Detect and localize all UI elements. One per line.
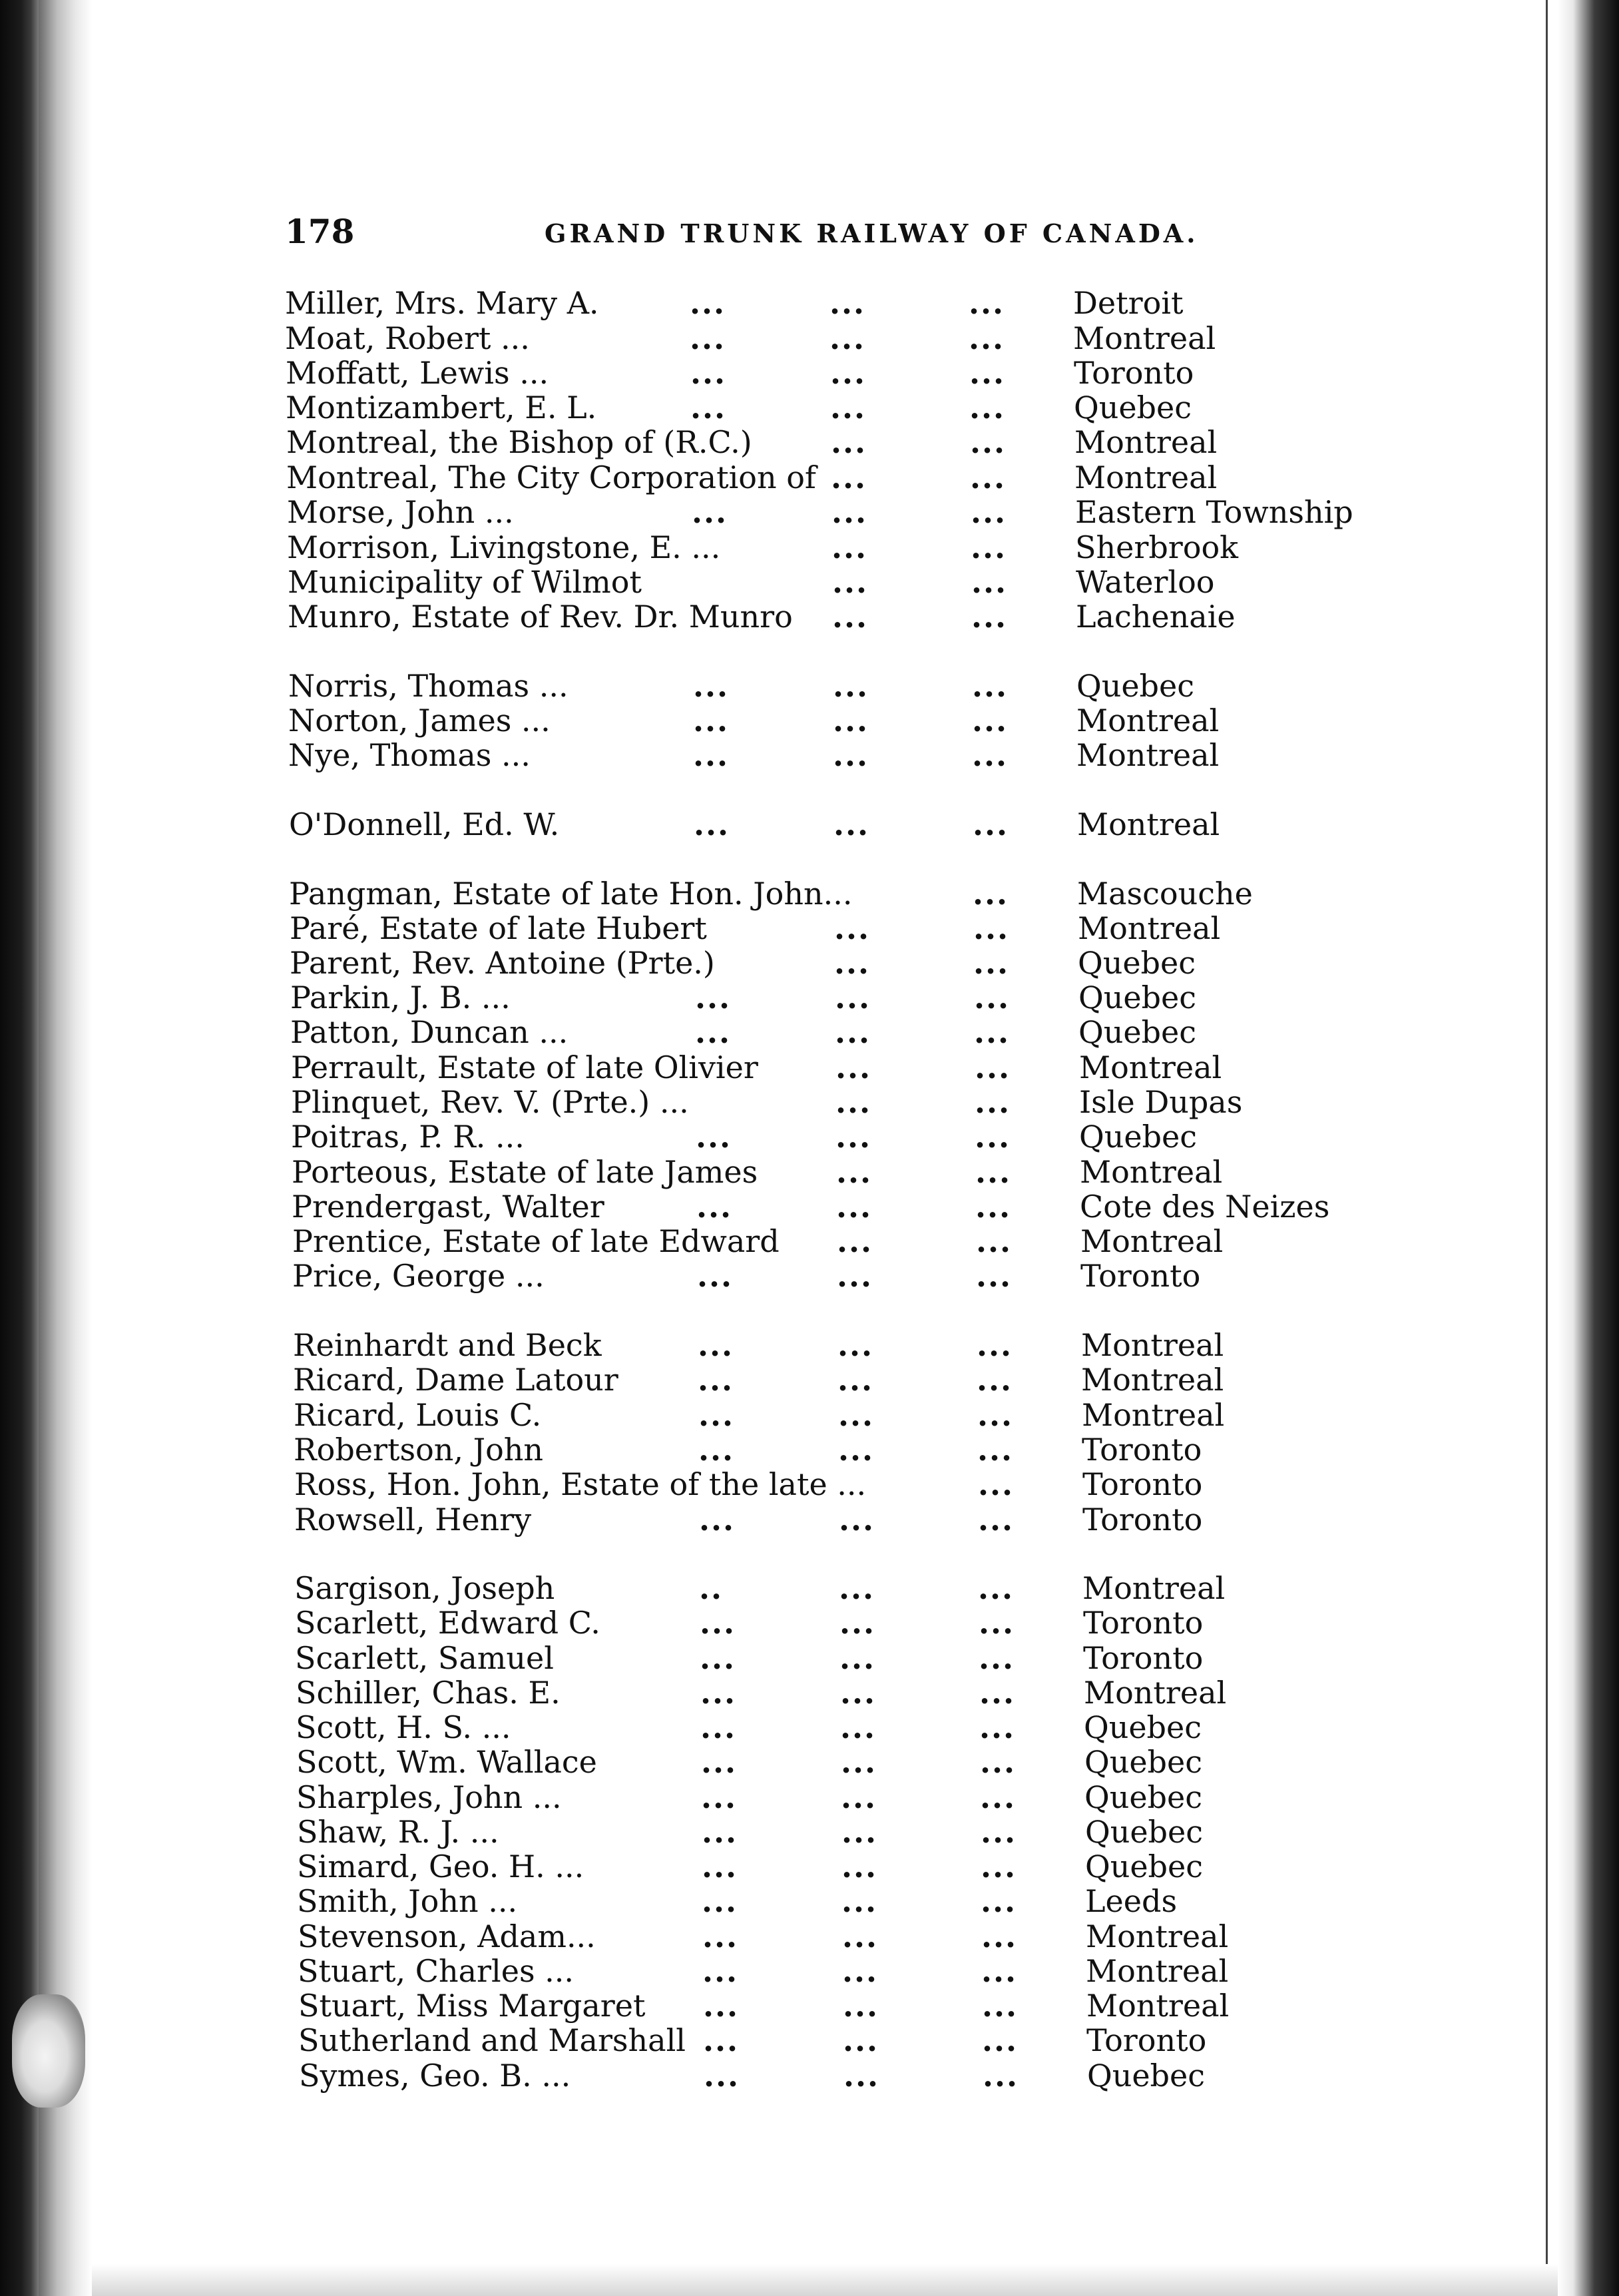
entry-place: Quebec	[1084, 1744, 1202, 1780]
entry-name: Perrault, Estate of late Olivier	[291, 1049, 758, 1085]
list-row	[13, 2022, 1619, 2058]
leader-dots: ...	[839, 1640, 876, 1676]
entry-name: Parkin, J. B. ...	[290, 980, 511, 1015]
leader-dots: ...	[690, 320, 726, 356]
entry-name: Smith, John ...	[297, 1883, 518, 1919]
list-row	[3, 668, 1619, 704]
leader-dots: ...	[695, 980, 732, 1015]
leader-dots: ...	[976, 1223, 1013, 1259]
leader-dots: ...	[978, 1466, 1015, 1502]
leader-dots: ...	[836, 1189, 873, 1225]
leader-dots: ...	[830, 390, 867, 426]
leader-dots: ...	[981, 1883, 1017, 1919]
leader-dots: ...	[829, 285, 866, 321]
leader-dots: ...	[702, 1883, 738, 1919]
list-row	[3, 599, 1619, 635]
leader-dots: ...	[703, 2022, 740, 2058]
entry-place: Waterloo	[1076, 564, 1215, 600]
list-row	[11, 1675, 1619, 1711]
leader-dots: ...	[982, 1988, 1019, 2024]
entry-place: Montreal	[1073, 320, 1216, 356]
entry-place: Sherbrook	[1075, 529, 1239, 565]
entry-place: Montreal	[1081, 1327, 1224, 1363]
leader-dots: ...	[970, 459, 1007, 495]
leader-dots: ...	[700, 1675, 737, 1711]
list-row	[9, 1502, 1619, 1538]
leader-dots: ...	[980, 1779, 1017, 1815]
leader-dots: ...	[841, 1779, 877, 1815]
leader-dots: ...	[977, 1327, 1013, 1363]
list-row	[8, 1362, 1619, 1398]
leader-dots: ...	[831, 424, 867, 460]
entry-place: Quebec	[1085, 1849, 1203, 1884]
list-row	[7, 1223, 1619, 1259]
leader-dots: ...	[843, 1988, 879, 2024]
leader-dots: ...	[981, 1918, 1018, 1954]
leader-dots: ...	[978, 1570, 1015, 1606]
list-row	[4, 806, 1619, 842]
leader-dots: ...	[975, 1049, 1011, 1085]
list-row	[7, 1154, 1619, 1190]
leader-dots: ...	[981, 1814, 1017, 1850]
leader-dots: ...	[702, 1918, 739, 1954]
entry-name: Rowsell, Henry	[294, 1502, 532, 1538]
entry-place: Montreal	[1086, 1988, 1230, 2024]
leader-dots: ...	[835, 1119, 872, 1155]
entry-place: Montreal	[1076, 737, 1220, 773]
entry-place: Montreal	[1079, 1049, 1222, 1085]
leader-dots: ...	[981, 1953, 1018, 1989]
entry-place: Montreal	[1082, 1397, 1225, 1433]
leader-dots: ...	[843, 2058, 880, 2094]
leader-dots: ...	[979, 1605, 1015, 1641]
leader-dots: ...	[843, 2022, 879, 2058]
leader-dots: ...	[974, 1014, 1011, 1050]
leader-dots: ...	[836, 1154, 873, 1190]
leader-dots: ...	[693, 737, 730, 773]
leader-dots: ...	[690, 285, 726, 321]
leader-dots: ...	[693, 703, 730, 738]
leader-dots: ...	[971, 564, 1008, 600]
leader-dots: ...	[838, 1397, 875, 1433]
leader-dots: ...	[834, 910, 871, 946]
entry-name: Symes, Geo. B. ...	[299, 2058, 571, 2094]
list-row	[0, 285, 1619, 321]
leader-dots: ...	[832, 599, 869, 635]
entry-name: Moat, Robert ...	[285, 320, 530, 356]
list-row	[9, 1397, 1619, 1433]
entry-name: Stevenson, Adam...	[298, 1918, 596, 1954]
entry-name: Montreal, The City Corporation of	[286, 459, 816, 495]
entry-place: Quebec	[1078, 1014, 1196, 1050]
entry-place: Toronto	[1082, 1502, 1203, 1538]
leader-dots: ...	[693, 668, 730, 704]
entry-name: Poitras, P. R. ...	[291, 1119, 525, 1155]
leader-dots: ...	[973, 945, 1010, 981]
list-row	[13, 1988, 1619, 2024]
entry-place: Toronto	[1086, 2022, 1207, 2058]
leader-dots: ...	[831, 459, 867, 495]
leader-dots: ...	[840, 1675, 877, 1711]
leader-dots: ...	[702, 1953, 739, 1989]
leader-dots: ...	[979, 1640, 1015, 1676]
entry-name: Reinhardt and Beck	[293, 1327, 602, 1363]
leader-dots: ...	[975, 1189, 1012, 1225]
entry-name: Ross, Hon. John, Estate of the late ...	[294, 1466, 867, 1502]
list-row	[11, 1779, 1619, 1815]
entry-name: Munro, Estate of Rev. Dr. Munro	[288, 599, 793, 635]
entry-name: Sargison, Joseph	[294, 1570, 555, 1606]
list-row	[11, 1709, 1619, 1745]
leader-dots: ...	[698, 1397, 735, 1433]
entry-place: Isle Dupas	[1079, 1084, 1243, 1120]
leader-dots: ...	[698, 1432, 735, 1468]
leader-dots: ...	[701, 1779, 738, 1815]
leader-dots: ...	[841, 1849, 878, 1884]
entry-name: Miller, Mrs. Mary A.	[285, 285, 599, 321]
leader-dots: ...	[829, 320, 866, 356]
leader-dots: ...	[837, 1223, 873, 1259]
leader-dots: ...	[837, 1327, 874, 1363]
list-row	[8, 1327, 1619, 1363]
list-row	[1, 355, 1619, 391]
entry-name: Plinquet, Rev. V. (Prte.) ...	[291, 1084, 689, 1120]
leader-dots: ...	[696, 1119, 732, 1155]
leader-dots: ...	[841, 1883, 878, 1919]
list-row	[14, 2058, 1619, 2094]
leader-dots: ...	[832, 564, 869, 600]
entry-place: Detroit	[1073, 285, 1184, 321]
list-row	[5, 980, 1619, 1015]
entry-place: Lachenaie	[1076, 599, 1236, 635]
list-row	[0, 320, 1619, 356]
list-row	[1, 424, 1619, 460]
entry-name: Scott, H. S. ...	[296, 1709, 511, 1745]
entry-place: Toronto	[1080, 1258, 1201, 1294]
list-row	[6, 1084, 1619, 1120]
leader-dots: ...	[839, 1605, 876, 1641]
entry-name: Stuart, Miss Margaret	[298, 1988, 646, 2024]
leader-dots: ...	[702, 1814, 738, 1850]
list-row	[6, 1119, 1619, 1155]
leader-dots: ...	[694, 806, 730, 842]
entry-name: Price, George ...	[292, 1258, 545, 1294]
leader-dots: ...	[980, 1744, 1017, 1780]
entry-name: Scott, Wm. Wallace	[296, 1744, 597, 1780]
entry-place: Quebec	[1076, 668, 1194, 704]
leader-dots: ...	[977, 1432, 1014, 1468]
entry-place: Montreal	[1076, 703, 1220, 738]
entry-name: Schiller, Chas. E.	[296, 1675, 561, 1711]
leader-dots: ...	[830, 355, 867, 391]
leader-dots: ...	[703, 1988, 740, 2024]
page-number: 178	[285, 212, 355, 251]
leader-dots: ...	[972, 668, 1009, 704]
leader-dots: ...	[981, 1849, 1017, 1884]
leader-dots: ...	[839, 1570, 875, 1606]
list-row	[5, 910, 1619, 946]
leader-dots: ...	[973, 876, 1009, 912]
leader-dots: ...	[973, 910, 1010, 946]
leader-dots: ...	[972, 703, 1009, 738]
list-row	[3, 703, 1619, 738]
leader-dots: ...	[833, 703, 869, 738]
list-row	[7, 1258, 1619, 1294]
entry-name: O'Donnell, Ed. W.	[289, 806, 560, 842]
entry-name: Montizambert, E. L.	[286, 390, 597, 426]
leader-dots: ...	[702, 1849, 738, 1884]
leader-dots: ...	[700, 1709, 737, 1745]
entry-place: Quebec	[1085, 1814, 1203, 1850]
leader-dots: ...	[979, 1709, 1016, 1745]
leader-dots: ...	[837, 1362, 874, 1398]
entry-name: Prendergast, Walter	[292, 1189, 604, 1225]
list-row	[1, 390, 1619, 426]
leader-dots: ...	[969, 355, 1006, 391]
entry-place: Montreal	[1081, 1362, 1224, 1398]
list-row	[12, 1849, 1619, 1884]
leader-dots: ...	[977, 1397, 1014, 1433]
leader-dots: ...	[969, 320, 1005, 356]
leader-dots: ...	[969, 285, 1005, 321]
entry-place: Toronto	[1074, 355, 1194, 391]
entry-place: Leeds	[1085, 1883, 1178, 1919]
leader-dots: ...	[975, 1084, 1011, 1120]
scan-edge-shadow-bottom	[92, 2264, 1558, 2296]
leader-dots: ...	[698, 1327, 734, 1363]
list-row	[7, 1189, 1619, 1225]
leader-dots: ...	[971, 529, 1007, 565]
leader-dots: ...	[969, 390, 1006, 426]
list-row	[5, 945, 1619, 981]
list-row	[9, 1432, 1619, 1468]
entry-name: Norton, James ...	[288, 703, 551, 738]
entry-name: Morrison, Livingstone, E. ...	[287, 529, 721, 565]
entry-place: Quebec	[1074, 390, 1192, 426]
list-row	[6, 1049, 1619, 1085]
list-row	[1, 459, 1619, 495]
leader-dots: ..	[699, 1570, 724, 1606]
list-row	[12, 1814, 1619, 1850]
entry-name: Stuart, Charles ...	[298, 1953, 575, 1989]
leader-dots: ...	[839, 1502, 875, 1538]
list-row	[2, 529, 1619, 565]
entry-name: Ricard, Dame Latour	[293, 1362, 618, 1398]
entry-place: Montreal	[1080, 1154, 1223, 1190]
list-row	[9, 1570, 1619, 1606]
list-row	[10, 1605, 1619, 1641]
leader-dots: ...	[975, 1154, 1012, 1190]
entry-name: Montreal, the Bishop of (R.C.)	[286, 424, 752, 460]
entry-place: Quebec	[1078, 945, 1196, 981]
entry-name: Scarlett, Samuel	[295, 1640, 554, 1676]
entry-place: Quebec	[1084, 1709, 1202, 1745]
entry-place: Montreal	[1074, 459, 1218, 495]
entry-name: Scarlett, Edward C.	[295, 1605, 600, 1641]
entry-name: Robertson, John	[294, 1432, 544, 1468]
entry-name: Norris, Thomas ...	[288, 668, 569, 704]
entry-name: Parent, Rev. Antoine (Prte.)	[290, 945, 715, 981]
entry-name: Moffatt, Lewis ...	[286, 355, 549, 391]
leader-dots: ...	[690, 390, 727, 426]
list-row	[3, 564, 1619, 600]
leader-dots: ...	[835, 1084, 872, 1120]
leader-dots: ...	[700, 1605, 736, 1641]
leader-dots: ...	[837, 1258, 873, 1294]
leader-dots: ...	[983, 2058, 1019, 2094]
entry-place: Mascouche	[1077, 876, 1253, 912]
leader-dots: ...	[833, 737, 869, 773]
list-row	[12, 1883, 1619, 1919]
leader-dots: ...	[698, 1362, 734, 1398]
entry-name: Pangman, Estate of late Hon. John...	[289, 876, 853, 912]
leader-dots: ...	[978, 1502, 1015, 1538]
entry-place: Quebec	[1084, 1779, 1202, 1815]
entry-place: Eastern Township	[1075, 494, 1353, 530]
entry-place: Montreal	[1086, 1953, 1229, 1989]
list-row	[4, 876, 1619, 912]
entry-name: Prentice, Estate of late Edward	[292, 1223, 780, 1259]
entry-name: Paré, Estate of late Hubert	[290, 910, 707, 946]
entry-place: Quebec	[1079, 1119, 1197, 1155]
entry-place: Toronto	[1083, 1640, 1204, 1676]
leader-dots: ...	[977, 1362, 1013, 1398]
entry-place: Quebec	[1087, 2058, 1205, 2094]
list-row	[13, 1918, 1619, 1954]
entry-place: Toronto	[1082, 1466, 1203, 1502]
leader-dots: ...	[973, 806, 1009, 842]
entry-place: Quebec	[1078, 980, 1196, 1015]
entry-name: Nye, Thomas ...	[288, 737, 531, 773]
leader-dots: ...	[838, 1432, 875, 1468]
entry-place: Cote des Neizes	[1080, 1189, 1330, 1225]
leader-dots: ...	[835, 1049, 872, 1085]
entry-place: Montreal	[1084, 1675, 1227, 1711]
leader-dots: ...	[842, 1918, 879, 1954]
entry-place: Toronto	[1082, 1432, 1202, 1468]
leader-dots: ...	[841, 1814, 878, 1850]
leader-dots: ...	[971, 599, 1008, 635]
leader-dots: ...	[835, 980, 871, 1015]
list-row	[11, 1744, 1619, 1780]
leader-dots: ...	[690, 355, 727, 391]
entry-name: Porteous, Estate of late James	[292, 1154, 758, 1190]
leader-dots: ...	[841, 1744, 877, 1780]
leader-dots: ...	[700, 1640, 736, 1676]
leader-dots: ...	[692, 494, 728, 530]
leader-dots: ...	[971, 494, 1007, 530]
leader-dots: ...	[697, 1258, 734, 1294]
entry-name: Simard, Geo. H. ...	[297, 1849, 584, 1884]
leader-dots: ...	[696, 1189, 733, 1225]
list-row	[2, 494, 1619, 530]
leader-dots: ...	[831, 529, 868, 565]
leader-dots: ...	[704, 2058, 740, 2094]
leader-dots: ...	[842, 1953, 879, 1989]
leader-dots: ...	[982, 2022, 1019, 2058]
entry-place: Montreal	[1077, 806, 1220, 842]
leader-dots: ...	[833, 668, 869, 704]
leader-dots: ...	[831, 494, 868, 530]
leader-dots: ...	[979, 1675, 1016, 1711]
leader-dots: ...	[840, 1709, 877, 1745]
entry-name: Municipality of Wilmot	[288, 564, 642, 600]
leader-dots: ...	[833, 806, 870, 842]
entry-name: Shaw, R. J. ...	[297, 1814, 499, 1850]
entry-name: Sharples, John ...	[296, 1779, 562, 1815]
leader-dots: ...	[695, 1014, 732, 1050]
running-title: GRAND TRUNK RAILWAY OF CANADA.	[545, 218, 1199, 248]
entry-place: Montreal	[1082, 1570, 1226, 1606]
leader-dots: ...	[974, 980, 1011, 1015]
leader-dots: ...	[835, 1014, 871, 1050]
leader-dots: ...	[972, 737, 1009, 773]
entry-place: Montreal	[1080, 1223, 1224, 1259]
leader-dots: ...	[975, 1119, 1011, 1155]
page-header	[0, 212, 1619, 258]
leader-dots: ...	[699, 1502, 736, 1538]
entry-place: Montreal	[1086, 1918, 1229, 1954]
entry-place: Montreal	[1074, 424, 1218, 460]
list-row	[13, 1953, 1619, 1989]
list-row	[9, 1466, 1619, 1502]
entry-place: Montreal	[1078, 910, 1221, 946]
entry-name: Ricard, Louis C.	[294, 1397, 542, 1433]
entry-place: Toronto	[1083, 1605, 1204, 1641]
leader-dots: ...	[976, 1258, 1013, 1294]
list-row	[5, 1014, 1619, 1050]
entry-name: Sutherland and Marshall	[298, 2022, 686, 2058]
leader-dots: ...	[970, 424, 1007, 460]
entry-name: Morse, John ...	[287, 494, 514, 530]
list-row	[10, 1640, 1619, 1676]
leader-dots: ...	[701, 1744, 738, 1780]
leader-dots: ...	[834, 945, 871, 981]
list-row	[3, 737, 1619, 773]
entry-name: Patton, Duncan ...	[290, 1014, 569, 1050]
